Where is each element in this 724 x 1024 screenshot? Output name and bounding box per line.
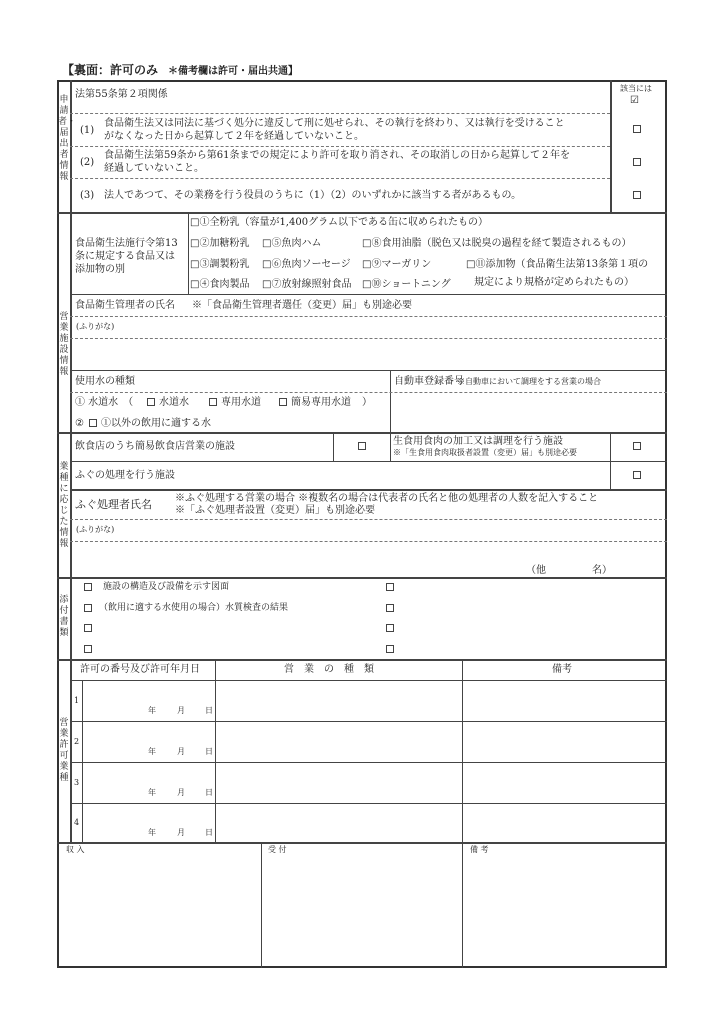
attachment-label-2: （飲用に適する水使用の場合）水質検査の結果 — [99, 603, 289, 613]
divider — [70, 519, 667, 520]
page-title — [62, 61, 298, 78]
divider — [462, 659, 463, 968]
divider — [333, 432, 334, 461]
attachment-label-1: 施設の構造及び設備を示す図面 — [103, 582, 230, 592]
divider — [70, 294, 667, 295]
divider — [261, 842, 262, 968]
manager-note: ※「食品衛生管理者選任（変更）届」も別途必要 — [192, 300, 412, 311]
item-text: 食品衛生法又は同法に基づく処分に違反して刑に処せられ、その執行を終わり、又は執行を受けること — [104, 118, 565, 129]
fugu-facility-label: ふぐの処理を行う施設 — [75, 470, 175, 481]
others-count-field[interactable] — [550, 562, 590, 576]
option-2[interactable]: □②加糖粉乳 — [190, 238, 250, 249]
year-label: 年 — [148, 788, 156, 797]
divider — [70, 803, 667, 804]
water-simple-checkbox[interactable] — [279, 398, 287, 406]
attachment-checkbox-8[interactable] — [386, 645, 394, 653]
attachment-checkbox-3[interactable] — [84, 624, 92, 632]
car-label: 自動車登録番号 — [394, 376, 464, 387]
section-divider — [57, 842, 667, 844]
raw-meat-label: 生食用食肉の加工又は調理を行う施設 — [393, 436, 563, 447]
permit-number-header: 許可の番号及び許可年月日 — [80, 664, 200, 675]
option-3[interactable]: □③調製粉乳 — [190, 259, 250, 270]
car-number-field[interactable] — [392, 394, 664, 430]
water-simple-label: 簡易専用水道 — [291, 397, 351, 408]
divider — [70, 338, 667, 339]
permits-side-label: 営業許可業種 — [59, 718, 69, 783]
option-11[interactable]: □⑪添加物（食品衛生法第13条第１項の — [466, 259, 649, 270]
reception-label: 受 付 — [268, 845, 287, 854]
attachment-checkbox-5[interactable] — [386, 583, 394, 591]
option-6[interactable]: □⑥魚肉ソーセージ — [262, 259, 351, 270]
water-option-2: ② — [75, 418, 84, 429]
fugu-note-1: ※ふぐ処理する営業の場合 ※複数名の場合は代表者の氏名と他の処理者の人数を記入すること — [175, 493, 599, 504]
divider — [70, 461, 667, 462]
footer-remarks-label: 備 考 — [470, 845, 489, 854]
year-label: 年 — [148, 828, 156, 837]
attachment-checkbox-7[interactable] — [386, 624, 394, 632]
item-number: (3) — [80, 190, 95, 201]
check-header: 該当には — [620, 84, 652, 93]
facility-side-label: 営業施設情報 — [59, 312, 69, 377]
check-column-divider — [610, 80, 612, 212]
raw-meat-note: ※「生食用食肉取扱者設置（変更）届」も別途必要 — [393, 448, 577, 457]
row-number: 4 — [74, 818, 80, 827]
option-8[interactable]: □⑧食用油脂（脱色又は脱臭の過程を経て製造されるもの） — [362, 238, 632, 249]
fugu-note-2: ※「ふぐ処理者設置（変更）届」も別途必要 — [175, 505, 375, 516]
section-divider — [57, 212, 667, 214]
others-open: （他 — [526, 565, 546, 576]
business-side-label: 業種に応じた情報 — [59, 462, 69, 549]
simple-restaurant-label: 飲食店のうち簡易飲食店営業の施設 — [75, 441, 235, 452]
applicant-item-3-checkbox[interactable] — [633, 191, 641, 199]
manager-name-field[interactable] — [72, 340, 664, 368]
option-7[interactable]: □⑦放射線照射食品 — [262, 279, 352, 290]
divider — [188, 212, 189, 294]
water-private-label: 専用水道 — [221, 397, 261, 408]
water-other-checkbox[interactable] — [89, 419, 97, 427]
row-number: 2 — [74, 737, 80, 746]
divider — [70, 489, 667, 491]
simple-restaurant-checkbox[interactable] — [358, 442, 366, 450]
law-header: 法第55条第２項関係 — [75, 89, 168, 100]
item-text: 法人であつて、その業務を行う役員のうちに（1）（2）のいずれかに該当する者があるもの。 — [104, 190, 522, 201]
water-tap-checkbox[interactable] — [147, 398, 155, 406]
section-divider — [57, 432, 667, 434]
divider — [390, 432, 391, 461]
applicant-item-1-checkbox[interactable] — [633, 125, 641, 133]
option-10[interactable]: □⑩ショートニング — [362, 279, 451, 290]
water-tap-label: 水道水 — [159, 397, 189, 408]
remarks-header: 備考 — [552, 664, 572, 675]
year-label: 年 — [148, 747, 156, 756]
divider — [70, 316, 667, 317]
divider — [70, 392, 667, 393]
divider — [70, 370, 667, 371]
fugu-facility-checkbox[interactable] — [633, 471, 641, 479]
water-private-checkbox[interactable] — [209, 398, 217, 406]
row-divider — [70, 178, 610, 179]
title-main: 【裏面：許可のみ — [62, 63, 159, 77]
applicant-item-2-checkbox[interactable] — [633, 158, 641, 166]
day-label: 日 — [205, 788, 213, 797]
option-4[interactable]: □④食肉製品 — [190, 279, 250, 290]
divider — [70, 721, 667, 722]
check-mark-icon: ☑ — [630, 95, 639, 106]
row-divider — [70, 146, 610, 147]
section-divider — [57, 577, 667, 579]
month-label: 月 — [177, 747, 185, 756]
item-text: 経過していないこと。 — [104, 163, 204, 174]
food-label: 食品衛生法施行令第13条に規定する食品又は添加物の別 — [75, 238, 178, 275]
attachment-checkbox-2[interactable] — [84, 604, 92, 612]
month-label: 月 — [177, 706, 185, 715]
paren-close: ） — [362, 397, 372, 408]
divider — [215, 659, 216, 842]
divider — [70, 680, 667, 681]
raw-meat-checkbox[interactable] — [633, 442, 641, 450]
option-1[interactable]: □①全粉乳（容量が1,400グラム以下である缶に収められたもの） — [190, 217, 488, 228]
day-label: 日 — [205, 706, 213, 715]
divider — [82, 680, 83, 842]
item-number: (1) — [80, 125, 95, 136]
item-number: (2) — [80, 157, 95, 168]
manager-furigana-label: (ふりがな) — [76, 322, 115, 331]
day-label: 日 — [205, 747, 213, 756]
attachments-side-label: 添付書類 — [59, 595, 69, 638]
fugu-furigana-label: (ふりがな) — [76, 525, 115, 534]
option-5[interactable]: □⑤魚肉ハム — [262, 238, 322, 249]
option-11-cont: 規定により規格が定められたもの） — [474, 277, 634, 288]
income-label: 収 入 — [66, 845, 85, 854]
applicant-side-label: 申請者・届出者情報 — [58, 95, 77, 182]
fugu-name-field[interactable] — [72, 543, 522, 575]
others-close: 名） — [592, 565, 612, 576]
section-divider — [57, 659, 667, 661]
water-label: 使用水の種類 — [75, 376, 135, 387]
attachment-checkbox-6[interactable] — [386, 604, 394, 612]
row-number: 1 — [74, 696, 80, 705]
day-label: 日 — [205, 828, 213, 837]
business-type-header: 営 業 の 種 類 — [284, 664, 374, 675]
month-label: 月 — [177, 788, 185, 797]
divider — [390, 370, 391, 432]
title-note: ＊備考欄は許可・届出共通】 — [168, 66, 299, 77]
manager-label: 食品衛生管理者の氏名 — [75, 300, 175, 311]
water-option-1: ① 水道水 （ — [75, 397, 134, 408]
row-divider — [70, 113, 610, 114]
item-text: 食品衛生法第59条から第61条までの規定により許可を取り消され、その取消しの日から起算して２年を — [104, 150, 571, 161]
month-label: 月 — [177, 828, 185, 837]
fugu-name-label: ふぐ処理者氏名 — [75, 498, 152, 511]
attachment-checkbox-4[interactable] — [84, 645, 92, 653]
item-text: がなくなった日から起算して２年を経過していないこと。 — [104, 131, 364, 142]
option-9[interactable]: □⑨マーガリン — [362, 259, 432, 270]
attachment-checkbox-1[interactable] — [84, 583, 92, 591]
divider — [70, 762, 667, 763]
divider — [70, 541, 667, 542]
year-label: 年 — [148, 706, 156, 715]
car-note: ※自動車において調理をする営業の場合 — [457, 377, 601, 386]
row-number: 3 — [74, 778, 80, 787]
water-other-label: ①以外の飲用に適する水 — [101, 418, 211, 429]
